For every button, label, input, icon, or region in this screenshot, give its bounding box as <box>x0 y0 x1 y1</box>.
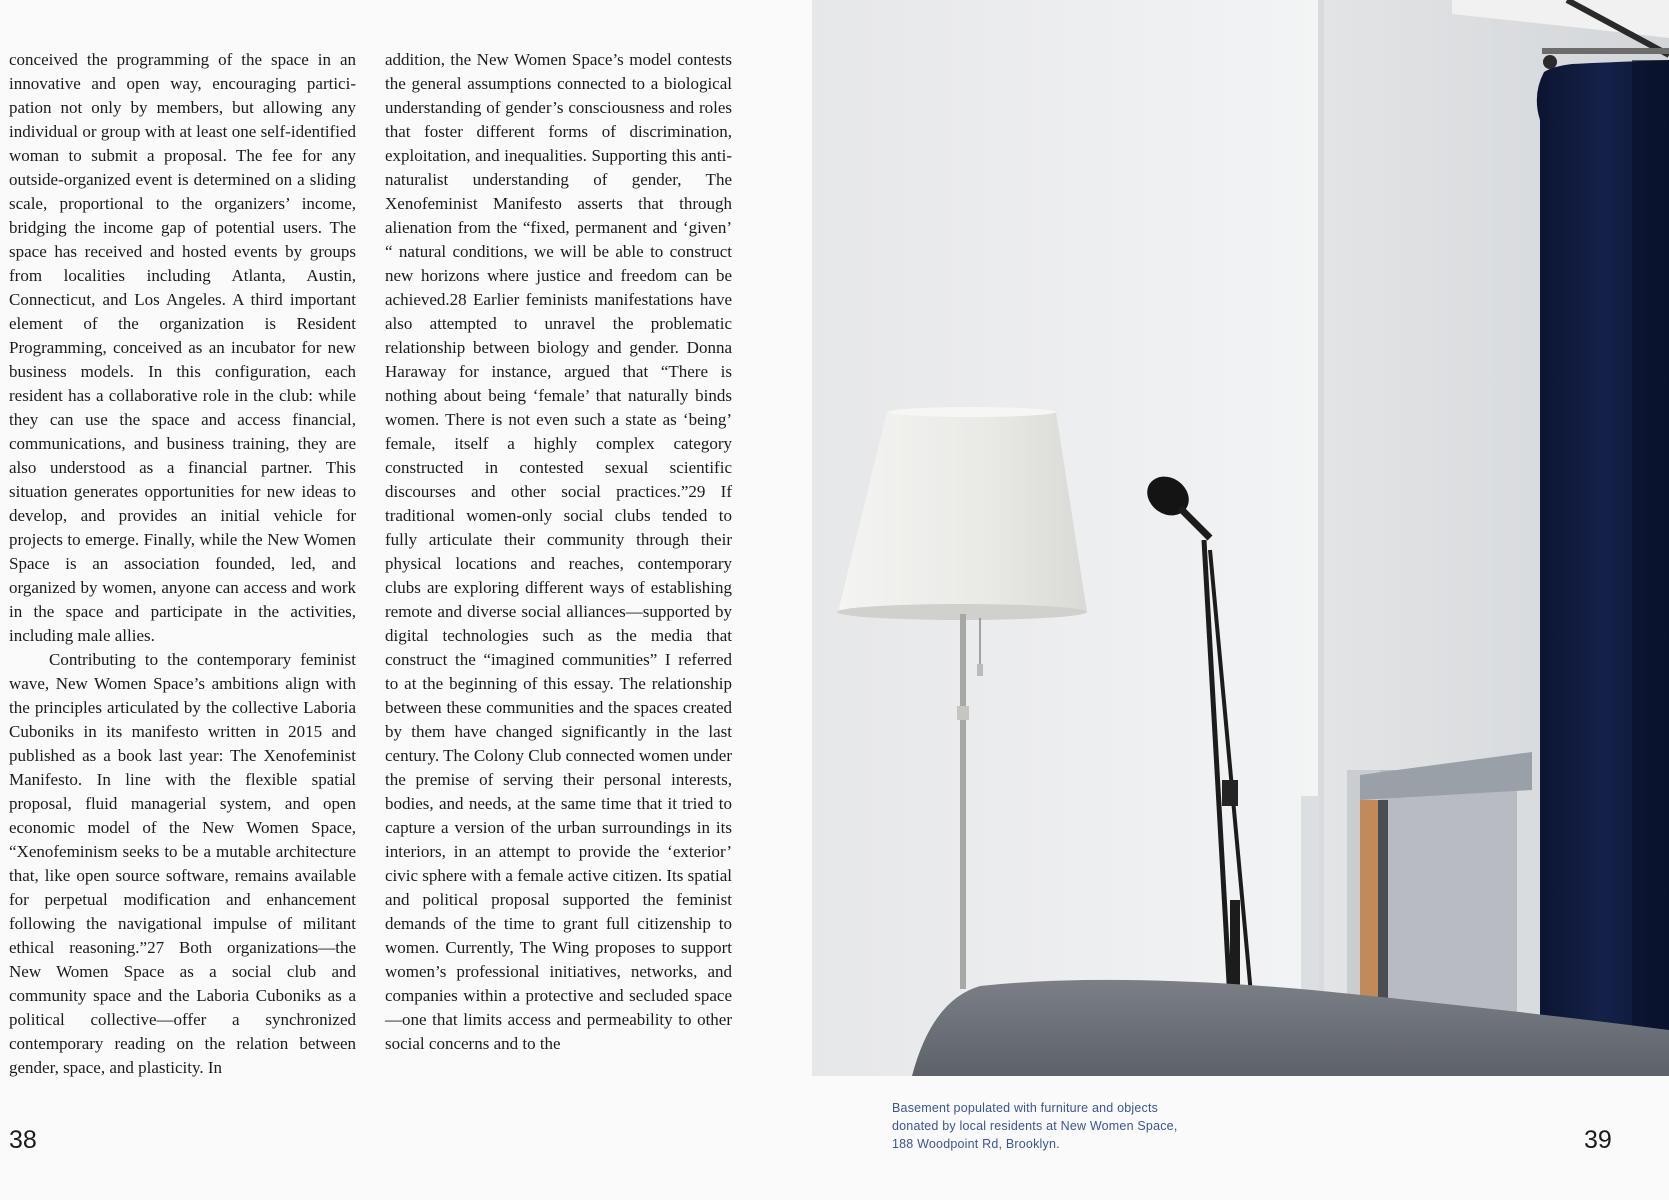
caption-line-2: donated by local residents at New Women Space, <box>892 1119 1178 1133</box>
curtain-rod <box>1542 48 1669 54</box>
page-number-right: 39 <box>1584 1126 1612 1154</box>
caption-line-3: 188 Woodpoint Rd, Brooklyn. <box>892 1137 1060 1151</box>
basement-photo <box>812 0 1669 1076</box>
lamp-pole <box>960 614 966 989</box>
left-paragraph-2: Contributing to the contemporary feminist wave, New Women Space’s ambitions align with the principles articulated by the collective Laboria Cuboniks in its manifesto written in 2015 and published as a book last year: The Xenofeminist Manifesto. In line with the flexible spatial proposal, fluid managerial system, and open economic model of the New Women Space, “Xenofeminism seeks to be a mutable architecture that, like open source software, remains available for perpetual modification and enhancement following the navigational impulse of militant ethical reasoning.”27 Both organizations—the New Women Space as a social club and community space and the Laboria Cuboniks as a political collective—offer a synchronized contemporary reading on the relation between gender, space, and plasticity. In <box>9 650 356 1077</box>
left-text-column <box>9 48 356 1080</box>
caption-line-1: Basement populated with furniture and objects <box>892 1101 1159 1115</box>
photo-caption <box>892 1099 1222 1153</box>
right-paragraph-1: addition, the New Women Space’s model contests the general assumptions connected to a biological understanding of gender’s consciousness and roles that foster different forms of discrimination, exploitation, and inequalities. Supporting this anti-naturalist understanding of gender, The Xenofeminist Manifesto asserts that through alienation from the “fixed, permanent and ‘given’ “ natural conditions, we will be able to construct new horizons where justice and freedom can be achieved.28 Earlier feminists manifestations have also attempted to unravel the problematic relationship between biology and gender. Donna Haraway for instance, argued that “There is nothing about being ‘female’ that naturally binds women. There is not even such a state as ‘being’ female, itself a highly complex category constructed in contested sexual scientific discourses and other social practices.”29 If traditional women-only social clubs tended to fully articulate their community through their physical locations and reaches, contemporary clubs are exploring different ways of establishing remote and diverse social alliances—supported by digital technologies such as the media that construct the “imagined communities” I referred to at the beginning of this essay. The relationship between these communities and the spaces created by them have changed significantly in the last century. The Colony Club connected women under the premise of serving their personal interests, bodies, and needs, at the same time that it tried to capture a version of the urban surroundings in its interiors, in an attempt to provide the ‘exterior’ civic sphere with a female active citizen. Its spatial and political proposal supported the feminist demands of the time to grant full citizenship to women. Currently, The Wing proposes to support women’s professional initiatives, networks, and companies within a protective and secluded space—one that limits access and permeability to other social concerns and to the <box>385 50 732 1053</box>
left-paragraph-1: conceived the programming of the space in an innovative and open way, encouraging participation not only by members, but allowing any individual or group with at least one self-identified woman to submit a proposal. The fee for any outside-organized event is determined on a sliding scale, proportional to the organizers’ income, bridging the income gap of potential users. The space has received and hosted events by groups from localities including Atlanta, Austin, Connecticut, and Los Angeles. A third important element of the organization is Resident Programming, conceived as an incubator for new business models. In this configuration, each resident has a collaborative role in the club: while they can use the space and access financial, communications, and business training, they are also understood as a financial partner. This situation generates opportunities for new ideas to develop, and provides an initial vehicle for projects to emerge. Finally, while the New Women Space is an association founded, led, and organized by women, anyone can access and work in the space and participate in the activities, including male allies. <box>9 50 356 645</box>
right-text-column <box>385 48 732 1056</box>
page-number-left: 38 <box>9 1126 37 1154</box>
